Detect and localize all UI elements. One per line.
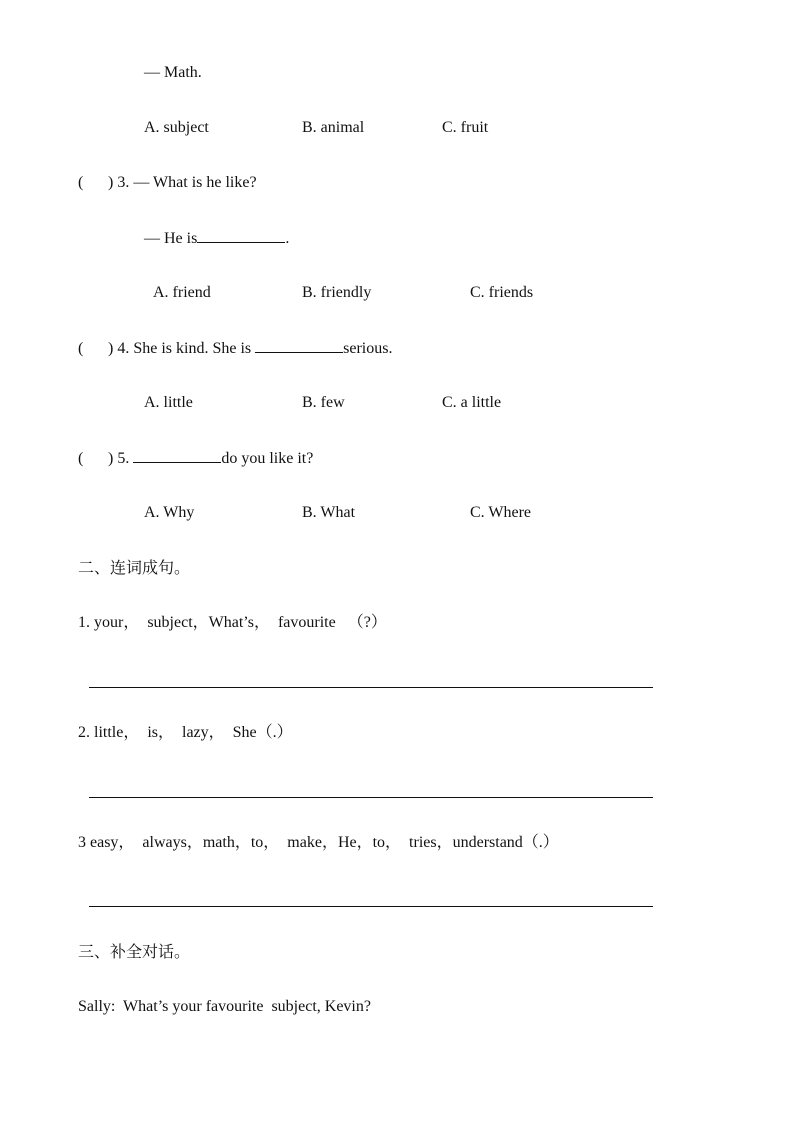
section2-answer-line-3[interactable] — [89, 906, 653, 907]
q4-question-row — [78, 338, 392, 359]
section2-answer-line-2[interactable] — [89, 797, 653, 798]
q3-answer-blank[interactable] — [197, 228, 285, 243]
q3-answer-row — [144, 228, 289, 249]
section2-heading: 二、连词成句。 — [78, 558, 191, 577]
section3-dialogue-line-1: Sally: What’s your favourite subject, Kevin? — [78, 998, 371, 1015]
q4-option-c: C. a little — [442, 394, 502, 411]
q3-answer-paren-open[interactable]: ( — [78, 174, 84, 191]
q2-option-a: A. subject — [144, 119, 209, 136]
q5-answer-paren-open[interactable]: ( — [78, 450, 84, 467]
q3-option-c: C. friends — [470, 284, 534, 301]
q5-option-a: A. Why — [144, 504, 195, 521]
section2-item-1: 1. your， subject，What’s， favourite （?） — [78, 614, 387, 631]
q4-option-a: A. little — [144, 394, 193, 411]
q5-answer-blank[interactable] — [133, 448, 221, 463]
q4-question-before: She is kind. She is — [133, 340, 256, 357]
q3-option-a: A. friend — [153, 284, 211, 301]
q2-answer-line: — Math. — [144, 64, 202, 81]
section2-item-3: 3 easy， always，math，to， make，He，to， tries，understand（.） — [78, 834, 559, 851]
q4-answer-blank[interactable] — [255, 338, 343, 353]
q4-answer-paren-close: ) — [108, 340, 114, 357]
q4-option-b: B. few — [302, 394, 345, 411]
q5-question-after: do you like it? — [221, 450, 314, 467]
q3-answer-suffix: . — [285, 230, 290, 247]
q3-answer-prefix: — He is — [144, 230, 198, 247]
q5-question-row — [78, 448, 313, 469]
q3-question-row — [78, 173, 257, 193]
q3-option-b: B. friendly — [302, 284, 372, 301]
q5-option-c: C. Where — [470, 504, 532, 521]
q3-number: 3. — [117, 174, 130, 191]
q4-number: 4. — [117, 340, 130, 357]
section2-answer-line-1[interactable] — [89, 687, 653, 688]
q5-option-b: B. What — [302, 504, 356, 521]
q2-option-c: C. fruit — [442, 119, 489, 136]
section3-heading: 三、补全对话。 — [78, 942, 191, 961]
q5-answer-paren-close: ) — [108, 450, 114, 467]
q2-option-b: B. animal — [302, 119, 365, 136]
q3-question: — What is he like? — [133, 174, 257, 191]
section2-item-2: 2. little， is， lazy， She（.） — [78, 724, 293, 741]
q3-answer-paren-close: ) — [108, 174, 114, 191]
q5-number: 5. — [117, 450, 130, 467]
q4-answer-paren-open[interactable]: ( — [78, 340, 84, 357]
q4-question-after: serious. — [343, 340, 393, 357]
